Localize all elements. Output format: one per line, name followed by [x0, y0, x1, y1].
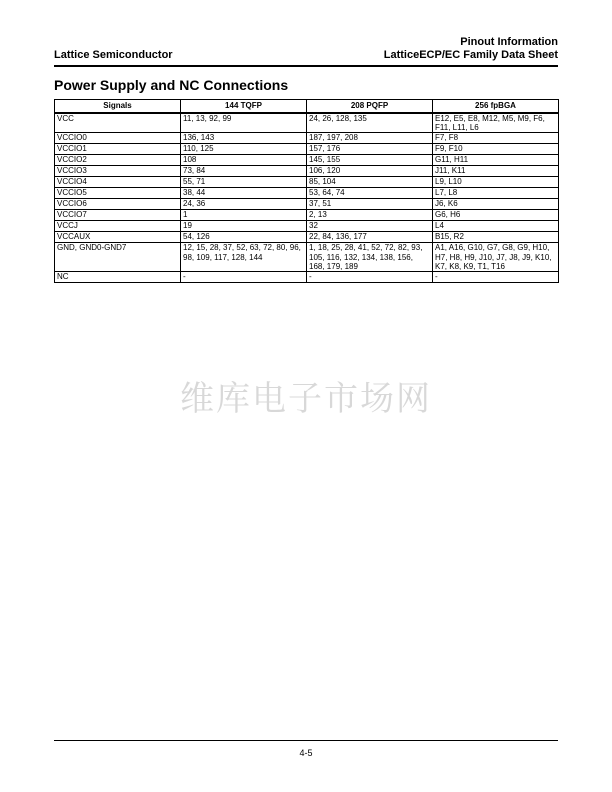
- table-row: [55, 221, 559, 232]
- tqfp144-cell: 38, 44: [181, 188, 307, 199]
- fpbga256-cell: B15, R2: [433, 232, 559, 243]
- pqfp208-cell: 32: [307, 221, 433, 232]
- tqfp144-cell: -: [181, 272, 307, 283]
- table-row: [55, 210, 559, 221]
- table-row: [55, 188, 559, 199]
- page-number: 4-5: [299, 748, 313, 758]
- table-row: [55, 199, 559, 210]
- tqfp144-cell: 24, 36: [181, 199, 307, 210]
- fpbga256-cell: E12, E5, E8, M12, M5, M9, F6, F11, L11, L6: [433, 113, 559, 133]
- table-row: [55, 155, 559, 166]
- fpbga256-cell: J6, K6: [433, 199, 559, 210]
- tqfp144-cell: 108: [181, 155, 307, 166]
- tqfp144-cell: 19: [181, 221, 307, 232]
- pqfp208-cell: 24, 26, 128, 135: [307, 113, 433, 133]
- fpbga256-cell: L7, L8: [433, 188, 559, 199]
- header-right: [384, 36, 558, 62]
- header-company: Lattice Semiconductor: [54, 49, 173, 61]
- tqfp144-cell: 11, 13, 92, 99: [181, 113, 307, 133]
- table-row: [55, 144, 559, 155]
- signal-cell: VCCIO1: [55, 144, 181, 155]
- signal-cell: VCCIO4: [55, 177, 181, 188]
- pqfp208-cell: 145, 155: [307, 155, 433, 166]
- signal-cell: VCCIO7: [55, 210, 181, 221]
- table-row: [55, 272, 559, 283]
- table-row: [55, 166, 559, 177]
- pqfp208-cell: -: [307, 272, 433, 283]
- fpbga256-cell: L4: [433, 221, 559, 232]
- pqfp208-cell: 187, 197, 208: [307, 133, 433, 144]
- signal-cell: VCCIO3: [55, 166, 181, 177]
- pqfp208-cell: 37, 51: [307, 199, 433, 210]
- section-title: Power Supply and NC Connections: [54, 77, 289, 93]
- fpbga256-cell: -: [433, 272, 559, 283]
- tqfp144-cell: 136, 143: [181, 133, 307, 144]
- column-header-signals: Signals: [55, 100, 181, 114]
- column-header-256-fpbga: 256 fpBGA: [433, 100, 559, 114]
- pqfp208-cell: 1, 18, 25, 28, 41, 52, 72, 82, 93, 105, 116, 132, 134, 138, 156, 168, 179, 189: [307, 243, 433, 272]
- tqfp144-cell: 73, 84: [181, 166, 307, 177]
- table-row: [55, 113, 559, 133]
- fpbga256-cell: F9, F10: [433, 144, 559, 155]
- signal-cell: VCCJ: [55, 221, 181, 232]
- pqfp208-cell: 53, 64, 74: [307, 188, 433, 199]
- column-header-208-pqfp: 208 PQFP: [307, 100, 433, 114]
- table-header-row: [55, 100, 559, 114]
- fpbga256-cell: F7, F8: [433, 133, 559, 144]
- header-rule: [54, 65, 558, 67]
- column-header-144-tqfp: 144 TQFP: [181, 100, 307, 114]
- signal-cell: VCCIO0: [55, 133, 181, 144]
- table-row: [55, 243, 559, 272]
- signal-cell: NC: [55, 272, 181, 283]
- pinout-table: [54, 99, 559, 283]
- header-section: Pinout Information: [460, 36, 558, 48]
- fpbga256-cell: G6, H6: [433, 210, 559, 221]
- fpbga256-cell: A1, A16, G10, G7, G8, G9, H10, H7, H8, H9, J10, J7, J8, J9, K10, K7, K8, K9, T1, T16: [433, 243, 559, 272]
- fpbga256-cell: J11, K11: [433, 166, 559, 177]
- tqfp144-cell: 1: [181, 210, 307, 221]
- signal-cell: VCCIO2: [55, 155, 181, 166]
- table-row: [55, 232, 559, 243]
- signal-cell: GND, GND0-GND7: [55, 243, 181, 272]
- pqfp208-cell: 85, 104: [307, 177, 433, 188]
- tqfp144-cell: 54, 126: [181, 232, 307, 243]
- signal-cell: VCC: [55, 113, 181, 133]
- fpbga256-cell: L9, L10: [433, 177, 559, 188]
- signal-cell: VCCAUX: [55, 232, 181, 243]
- table-row: [55, 177, 559, 188]
- tqfp144-cell: 110, 125: [181, 144, 307, 155]
- pqfp208-cell: 2, 13: [307, 210, 433, 221]
- signal-cell: VCCIO5: [55, 188, 181, 199]
- tqfp144-cell: 12, 15, 28, 37, 52, 63, 72, 80, 96, 98, 109, 117, 128, 144: [181, 243, 307, 272]
- fpbga256-cell: G11, H11: [433, 155, 559, 166]
- pqfp208-cell: 22, 84, 136, 177: [307, 232, 433, 243]
- header-doc-title: LatticeECP/EC Family Data Sheet: [383, 49, 558, 61]
- pqfp208-cell: 106, 120: [307, 166, 433, 177]
- pqfp208-cell: 157, 176: [307, 144, 433, 155]
- signal-cell: VCCIO6: [55, 199, 181, 210]
- footer-rule: [54, 740, 558, 741]
- watermark: 维库电子市场网: [180, 379, 432, 419]
- tqfp144-cell: 55, 71: [181, 177, 307, 188]
- table-row: [55, 133, 559, 144]
